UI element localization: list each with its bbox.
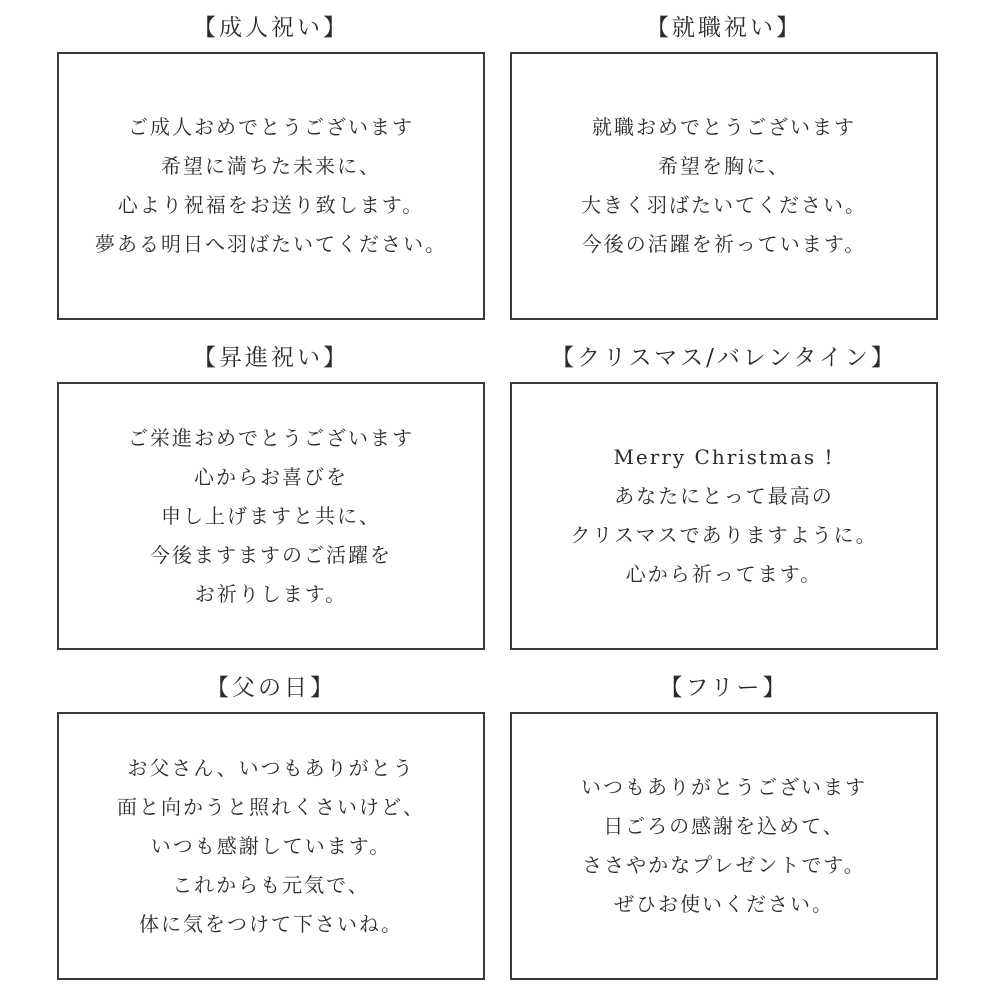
message-line: 日ごろの感謝を込めて、 [603,814,845,838]
message-line: ぜひお使いください。 [614,892,834,916]
message-line: 夢ある明日へ羽ばたいてください。 [95,232,447,256]
card-title-new-job: 【就職祝い】 [646,15,802,41]
message-line: 今後ますますのご活躍を [150,542,392,567]
message-line: 体に気をつけて下さいね。 [139,911,403,936]
message-card-free [510,712,938,980]
message-line: 希望を胸に、 [658,154,790,178]
card-message [581,768,867,924]
message-line: 就職おめでとうございます [592,115,856,139]
message-line: お祈りします。 [194,581,348,606]
message-line: お父さん、いつもありがとう [127,755,415,780]
message-card-promotion [57,382,485,650]
card-message [117,749,425,944]
card-title-free: 【フリー】 [659,675,789,701]
message-card-christmas-valentine [510,382,938,650]
message-line: 今後の活躍を祈っています。 [581,232,867,256]
card-message [570,438,877,594]
card-title-promotion: 【昇進祝い】 [193,345,349,371]
message-card-fathers-day [57,712,485,980]
message-line: ご成人おめでとうございます [128,115,414,139]
message-line: ご栄進おめでとうございます [128,425,414,450]
message-line: 面と向かうと照れくさいけど、 [117,794,425,819]
message-line: クリスマスでありますように。 [570,523,878,547]
card-message [581,108,867,264]
card-title-fathers-day: 【父の日】 [206,675,336,701]
message-line: いつも感謝しています。 [150,833,392,858]
message-card-new-job [510,52,938,320]
message-line: いつもありがとうございます [581,775,867,799]
message-line: 心から祈ってます。 [625,562,823,586]
message-card-coming-of-age [57,52,485,320]
message-line: 大きく羽ばたいてください。 [581,193,867,217]
card-message [128,419,414,614]
card-title-christmas-valentine: 【クリスマス/バレンタイン】 [551,345,897,371]
message-line: ささやかなプレゼントです。 [582,853,866,877]
message-line: あなたにとって最高の [614,484,834,508]
message-line: Merry Christmas ! [613,445,835,469]
message-line: これからも元気で、 [172,872,370,897]
message-line: 申し上げますと共に、 [161,503,381,528]
card-message [95,108,447,264]
card-title-coming-of-age: 【成人祝い】 [193,15,349,41]
message-line: 心より祝福をお送り致します。 [117,193,425,217]
message-line: 心からお喜びを [194,464,348,489]
message-line: 希望に満ちた未来に、 [161,154,381,178]
